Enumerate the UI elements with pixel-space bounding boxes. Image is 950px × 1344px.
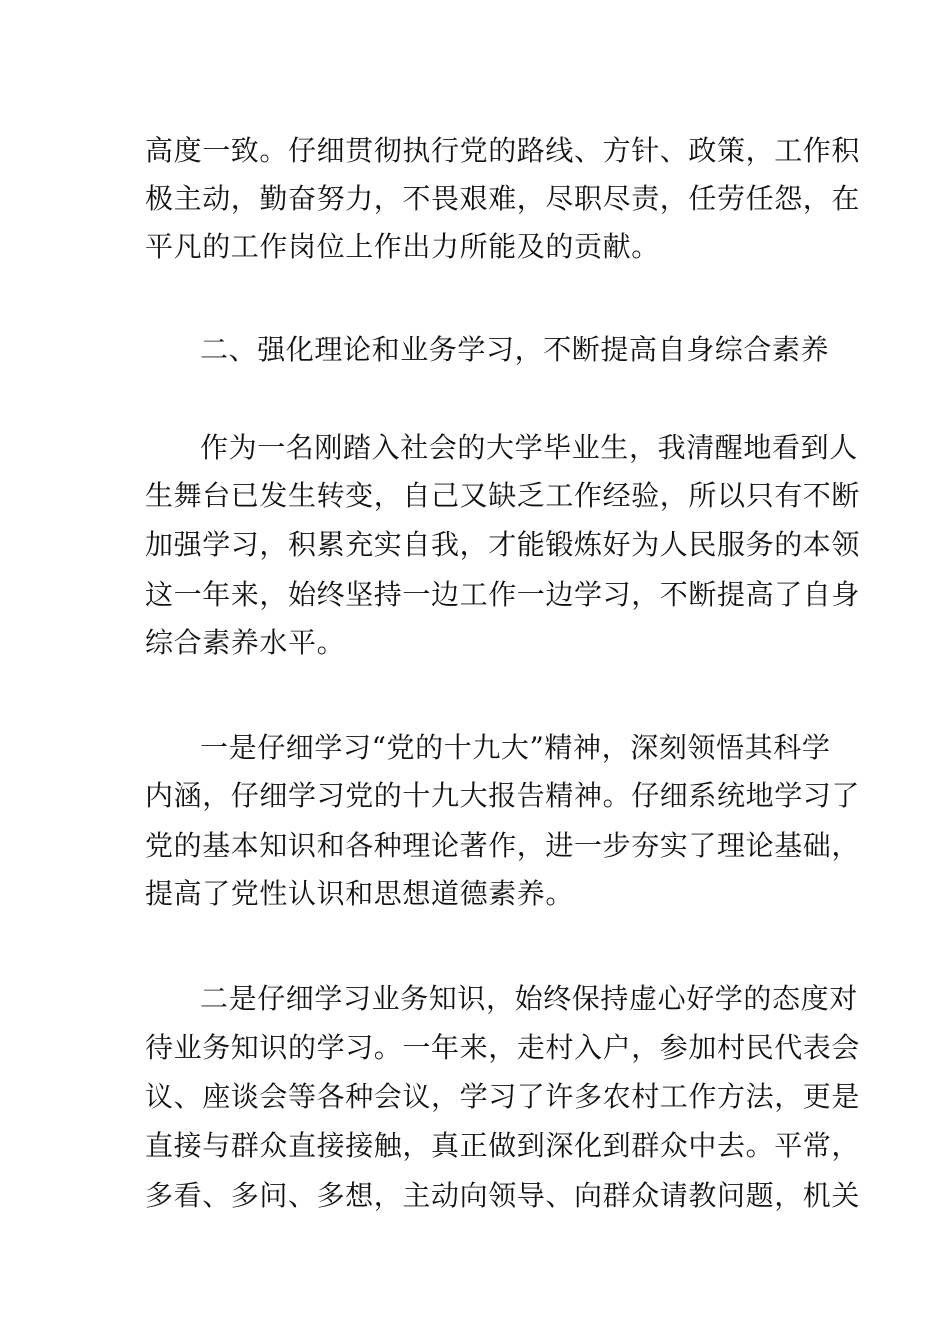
paragraph-line: 极主动，勤奋努力，不畏艰难，尽职尽责，任劳任怨，在	[145, 182, 861, 215]
paragraph-line: 议、座谈会等各种会议，学习了许多农村工作方法，更是	[145, 1080, 861, 1113]
section-heading: 二、强化理论和业务学习，不断提高自身综合素养	[200, 333, 830, 366]
paragraph-line: 党的基本知识和各种理论著作，进一步夯实了理论基础，	[145, 829, 861, 862]
paragraph-line: 二是仔细学习业务知识，始终保持虚心好学的态度对	[200, 982, 858, 1015]
paragraph-line: 多看、多问、多想，主动向领导、向群众请教问题，机关	[145, 1179, 861, 1212]
paragraph-line: 加强学习，积累充实自我，才能锻炼好为人民服务的本领	[145, 528, 861, 561]
paragraph-line: 平凡的工作岗位上作出力所能及的贡献。	[145, 230, 660, 263]
paragraph-line: 高度一致。仔细贯彻执行党的路线、方针、政策，工作积	[145, 134, 861, 167]
paragraph-line: 这一年来，始终坚持一边工作一边学习，不断提高了自身	[145, 578, 861, 611]
paragraph-line: 综合素养水平。	[145, 626, 346, 659]
paragraph-line: 内涵，仔细学习党的十九大报告精神。仔细系统地学习了	[145, 779, 861, 812]
paragraph-line: 提高了党性认识和思想道德素养。	[145, 877, 575, 910]
paragraph-line: 待业务知识的学习。一年来，走村入户，参加村民代表会	[145, 1031, 861, 1064]
paragraph-line: 一是仔细学习“党的十九大”精神，深刻领悟其科学	[200, 731, 831, 764]
paragraph-line: 直接与群众直接接触，真正做到深化到群众中去。平常，	[145, 1129, 861, 1162]
paragraph-line: 生舞台已发生转变，自己又缺乏工作经验，所以只有不断	[145, 479, 861, 512]
paragraph-line: 作为一名刚踏入社会的大学毕业生，我清醒地看到人	[200, 431, 858, 464]
